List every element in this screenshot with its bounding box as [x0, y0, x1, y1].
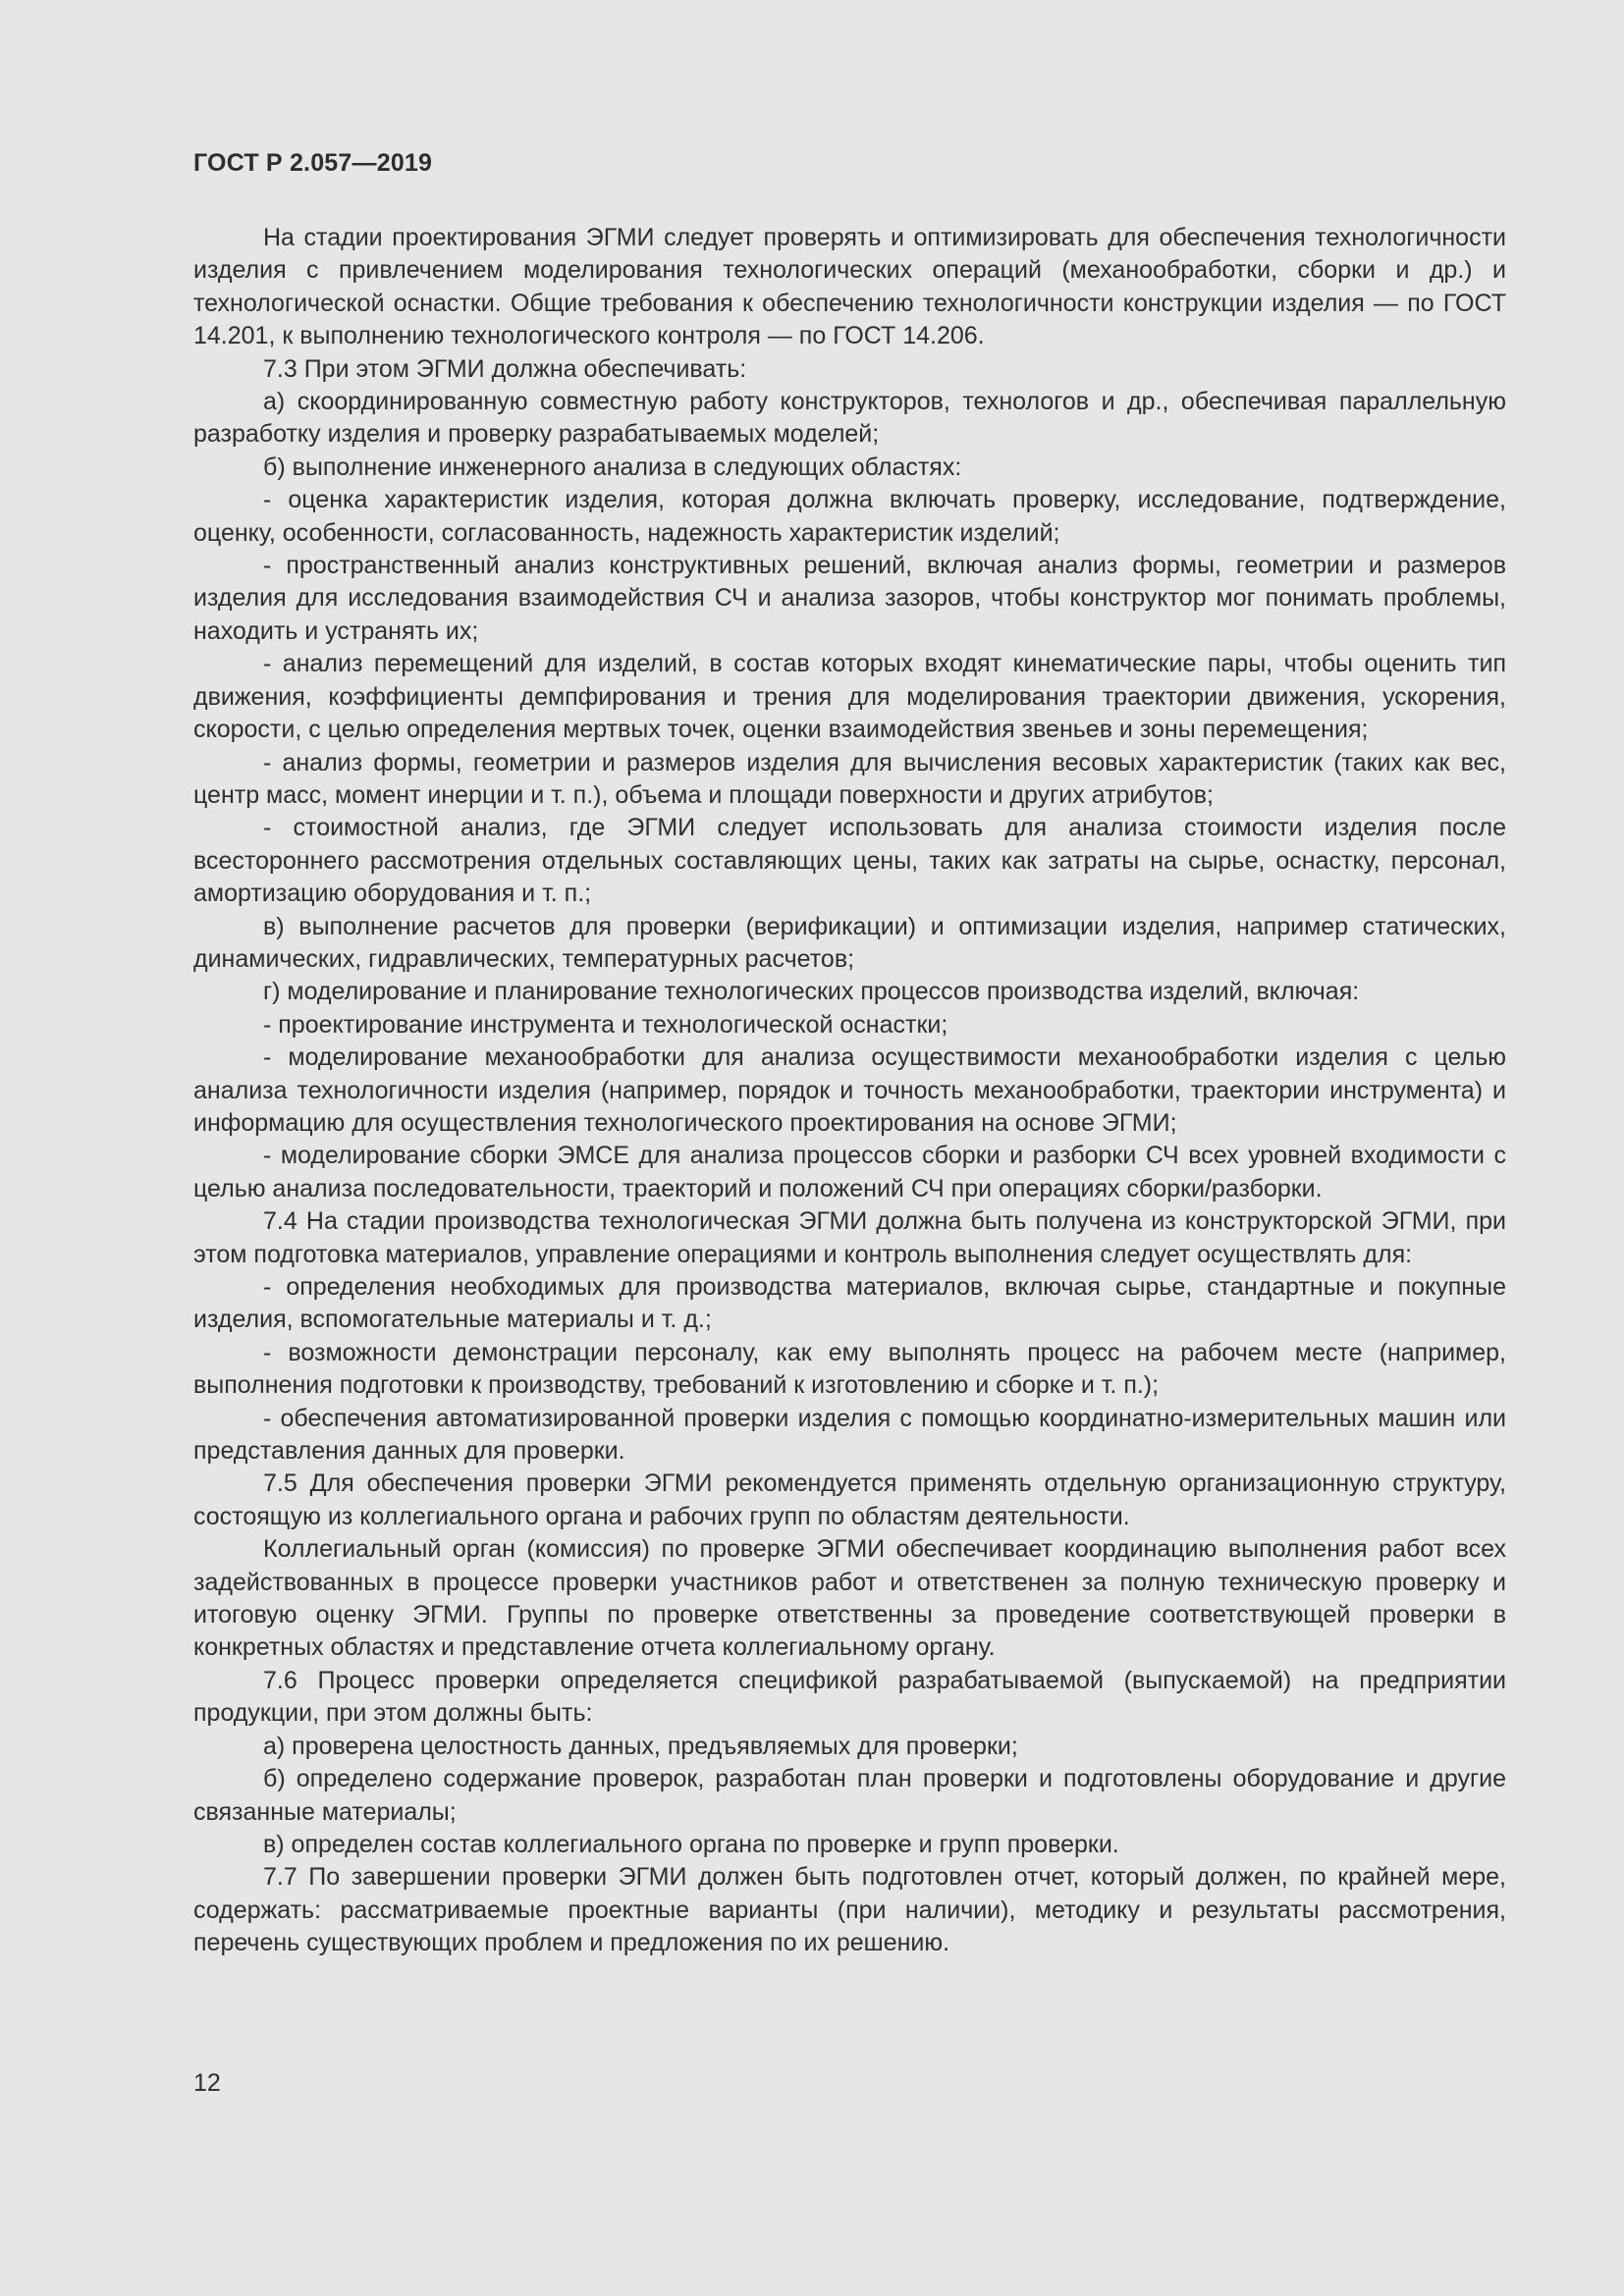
paragraph-7-5: 7.5 Для обеспечения проверки ЭГМИ рекомендуется применять отдельную организационную структуру, состоящую из коллегиального органа и рабочих групп по областям деятельности.: [193, 1469, 1506, 1530]
bullet-item: - моделирование сборки ЭМСЕ для анализа процессов сборки и разборки СЧ всех уровней входимости с целью анализа последовательности, траекторий и положений СЧ при операциях сборки/разборки.: [193, 1142, 1506, 1202]
bullet-item: - определения необходимых для производства материалов, включая сырье, стандартные и покупные изделия, вспомогательные материалы и т. д.;: [193, 1273, 1506, 1334]
list-item-b: б) выполнение инженерного анализа в следующих областях:: [263, 453, 962, 481]
bullet-item: - анализ формы, геометрии и размеров изделия для вычисления весовых характеристик (таких как вес, центр масс, момент инерции и т. п.), объема и площади поверхности и других атрибутов;: [193, 748, 1506, 809]
document-header: ГОСТ Р 2.057—2019: [193, 149, 433, 177]
bullet-item: - моделирование механообработки для анализа осуществимости механообработки изделия с целью анализа технологичности изделия (например, порядок и точность механообработки, траектории инструмента) и информацию для осуществления технологического проектирования на основе ЭГМИ;: [193, 1043, 1506, 1137]
page-number: 12: [193, 2069, 221, 2097]
bullet-item: - оценка характеристик изделия, которая должна включать проверку, исследование, подтверждение, оценку, особенности, согласованность, надежность характеристик изделий;: [193, 486, 1506, 547]
bullet-item: - пространственный анализ конструктивных решений, включая анализ формы, геометрии и размеров изделия для исследования взаимодействия СЧ и анализа зазоров, чтобы конструктор мог понимать проблемы, находить и устранять их;: [193, 552, 1506, 645]
paragraph-intro: На стадии проектирования ЭГМИ следует проверять и оптимизировать для обеспечения технологичности изделия с привлечением моделирования технологических операций (механообработки, сборки и др.) и технологической оснастки. Общие требования к обеспечению технологичности конструкции изделия — по ГОСТ 14.201, к выполнению технологического контроля — по ГОСТ 14.206.: [193, 224, 1506, 350]
bullet-item: - проектирование инструмента и технологической оснастки;: [263, 1010, 948, 1039]
paragraph-commission: Коллегиальный орган (комиссия) по проверке ЭГМИ обеспечивает координацию выполнения работ всех задействованных в процессе проверки участников работ и ответственен за полную техническую проверку и итоговую оценку ЭГМИ. Группы по проверке ответственны за проведение соответствующей проверки в конкретных областях и представление отчета коллегиальному органу.: [193, 1535, 1506, 1662]
list-item-g: г) моделирование и планирование технологических процессов производства изделий, включая:: [263, 978, 1360, 1006]
bullet-item: - возможности демонстрации персоналу, как ему выполнять процесс на рабочем месте (например, выполнения подготовки к производству, требований к изготовлению и сборке и т. п.);: [193, 1338, 1506, 1400]
paragraph-7-6: 7.6 Процесс проверки определяется спецификой разрабатываемой (выпускаемой) на предприятии продукции, при этом должны быть:: [193, 1666, 1506, 1728]
list-item-v: в) определен состав коллегиального органа по проверке и групп проверки.: [263, 1830, 1119, 1858]
list-item-a: а) скоординированную совместную работу конструкторов, технологов и др., обеспечивая параллельную разработку изделия и проверку разрабатываемых моделей;: [193, 388, 1506, 449]
bullet-item: - анализ перемещений для изделий, в состав которых входят кинематические пары, чтобы оценить тип движения, коэффициенты демпфирования и трения для моделирования траектории движения, ускорения, скорости, с целью определения мертвых точек, оценки взаимодействия звеньев и зоны перемещения;: [193, 650, 1506, 744]
list-item-v: в) выполнение расчетов для проверки (верификации) и оптимизации изделия, например статических, динамических, гидравлических, температурных расчетов;: [193, 912, 1506, 973]
paragraph-7-3: 7.3 При этом ЭГМИ должна обеспечивать:: [263, 354, 747, 383]
bullet-item: - стоимостной анализ, где ЭГМИ следует использовать для анализа стоимости изделия после всестороннего рассмотрения отдельных составляющих цены, таких как затраты на сырье, оснастку, персонал, амортизацию оборудования и т. п.;: [193, 814, 1506, 908]
paragraph-7-4: 7.4 На стадии производства технологическая ЭГМИ должна быть получена из конструкторской ЭГМИ, при этом подготовка материалов, управление операциями и контроль выполнения следует осуществлять для:: [193, 1207, 1506, 1268]
list-item-b: б) определено содержание проверок, разработан план проверки и подготовлены оборудование и другие связанные материалы;: [193, 1765, 1506, 1826]
paragraph-7-7: 7.7 По завершении проверки ЭГМИ должен быть подготовлен отчет, который должен, по крайней мере, содержать: рассматриваемые проектные варианты (при наличии), методику и результаты рассмотрения, перечень существующих проблем и предложения по их решению.: [193, 1863, 1506, 1957]
list-item-a: а) проверена целостность данных, предъявляемых для проверки;: [263, 1732, 1018, 1760]
bullet-item: - обеспечения автоматизированной проверки изделия с помощью координатно-измерительных машин или представления данных для проверки.: [193, 1404, 1506, 1466]
document-body: [193, 222, 1506, 1960]
